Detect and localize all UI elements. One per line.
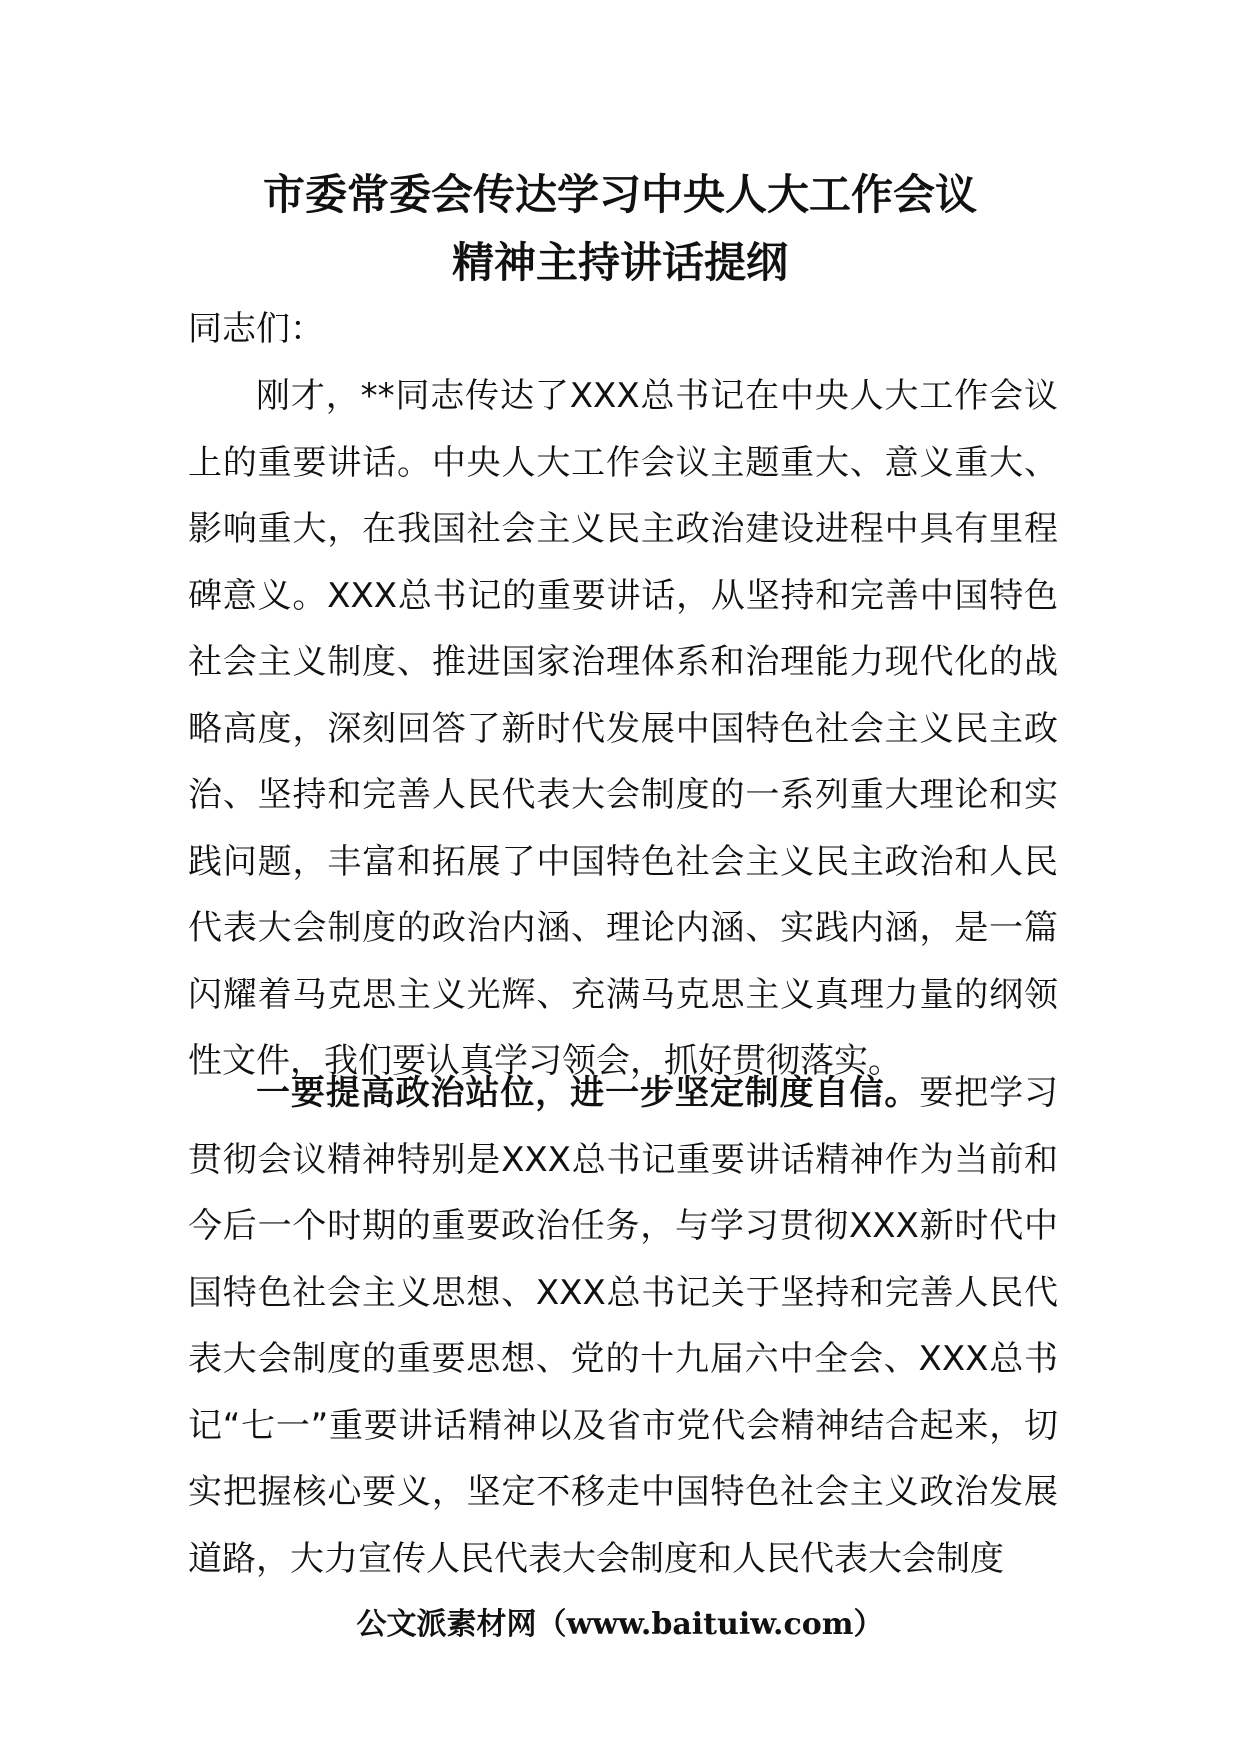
- paragraph-1: 刚才，**同志传达了XXX总书记在中央人大工作会议上的重要讲话。中央人大工作会议主题重大、意义重大、影响重大，在我国社会主义民主政治建设进程中具有里程碑意义。XXX总书记的重要讲话，从坚持和完善中国特色社会主义制度、推进国家治理体系和治理能力现代化的战略高度，深刻回答了新时代发展中国特色社会主义民主政治、坚持和完善人民代表大会制度的一系列重大理论和实践问题，丰富和拓展了中国特色社会主义民主政治和人民代表大会制度的政治内涵、理论内涵、实践内涵，是一篇闪耀着马克思主义光辉、充满马克思主义真理力量的纲领性文件，我们要认真学习领会，抓好贯彻落实。: [188, 376, 1058, 1081]
- salutation: 同志们：: [188, 309, 324, 349]
- footer-watermark: 公文派素材网（www.baituiw.com）: [356, 1607, 884, 1642]
- document-title-line1: 市委常委会传达学习中央人大工作会议: [262, 170, 977, 219]
- paragraph-2-lead: 一要提高政治站位，进一步坚定制度自信。: [256, 1073, 920, 1113]
- paragraph-2: [188, 1060, 1058, 1592]
- document-title-line2: 精神主持讲话提纲: [451, 238, 788, 287]
- paragraph-2-body: 要把学习贯彻会议精神特别是XXX总书记重要讲话精神作为当前和今后一个时期的重要政治任务，与学习贯彻XXX新时代中国特色社会主义思想、XXX总书记关于坚持和完善人民代表大会制度的重要思想、党的十九届六中全会、XXX总书记“七一”重要讲话精神以及省市党代会精神结合起来，切实把握核心要义，坚定不移走中国特色社会主义政治发展道路，大力宣传人民代表大会制度和人民代表大会制度: [188, 1073, 1059, 1579]
